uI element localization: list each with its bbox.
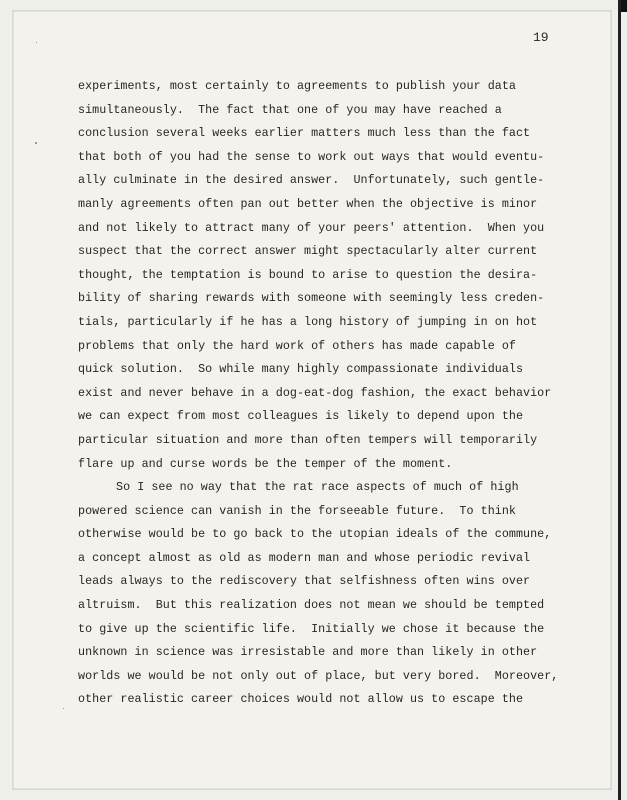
text-line: altruism. But this realization does not mean we should be tempted — [78, 598, 545, 613]
text-line: unknown in science was irresistable and more than likely in other — [78, 645, 538, 660]
text-line: ally culminate in the desired answer. Unfortunately, such gentle- — [78, 173, 545, 188]
text-line: to give up the scientific life. Initially we chose it because the — [78, 621, 545, 636]
text-line: suspect that the correct answer might spectacularly alter current — [78, 244, 538, 259]
scan-right-edge — [618, 0, 621, 800]
text-line: manly agreements often pan out better when the objective is minor — [78, 196, 538, 211]
text-line: particular situation and more than often tempers will temporarily — [78, 432, 538, 447]
text-line: otherwise would be to go back to the utopian ideals of the commune, — [78, 527, 552, 542]
text-line: simultaneously. The fact that one of you may have reached a — [78, 102, 502, 117]
text-line: bility of sharing rewards with someone with seemingly less creden- — [78, 291, 545, 306]
text-line: leads always to the rediscovery that selfishness often wins over — [78, 574, 531, 589]
text-line: worlds we would be not only out of place, but very bored. Moreover, — [78, 668, 559, 683]
text-line: and not likely to attract many of your peers' attention. When you — [78, 220, 545, 235]
text-line: a concept almost as old as modern man and whose periodic revival — [78, 550, 531, 565]
paper-speck — [63, 708, 64, 709]
text-line: tials, particularly if he has a long history of jumping in on hot — [78, 314, 538, 329]
paper-speck — [35, 142, 37, 144]
text-line: that both of you had the sense to work out ways that would eventu- — [78, 149, 545, 164]
text-line: exist and never behave in a dog-eat-dog fashion, the exact behavior — [78, 385, 552, 400]
paragraph-start-line: So I see no way that the rat race aspects of much of high — [116, 480, 519, 495]
paper-speck — [36, 42, 37, 43]
text-line: conclusion several weeks earlier matters much less than the fact — [78, 126, 531, 141]
text-line: problems that only the hard work of others has made capable of — [78, 338, 516, 353]
text-line: other realistic career choices would not allow us to escape the — [78, 692, 524, 707]
text-line: we can expect from most colleagues is likely to depend upon the — [78, 409, 524, 424]
body-text — [78, 75, 598, 712]
text-line: experiments, most certainly to agreements to publish your data — [78, 79, 516, 93]
text-line: quick solution. So while many highly compassionate individuals — [78, 362, 524, 377]
text-line: powered science can vanish in the forseeable future. To think — [78, 503, 516, 518]
page-number: 19 — [533, 30, 549, 45]
text-line: thought, the temptation is bound to arise to question the desira- — [78, 267, 538, 282]
text-line: flare up and curse words be the temper of the moment. — [78, 456, 453, 471]
